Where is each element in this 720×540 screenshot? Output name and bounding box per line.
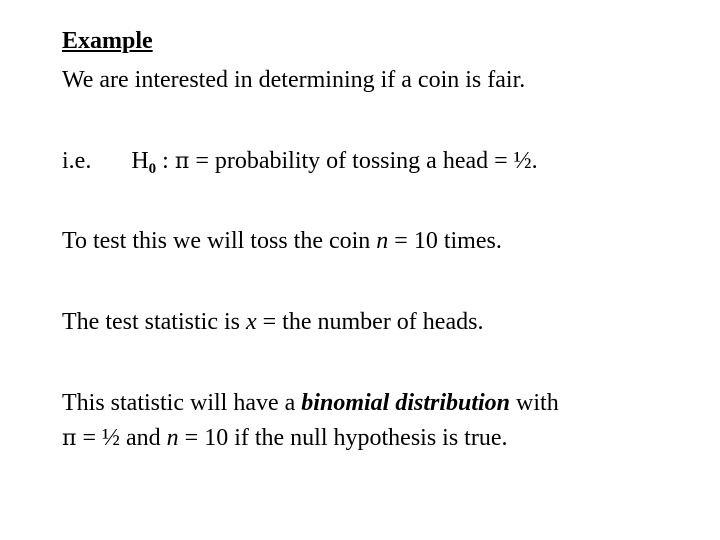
intro-text: We are interested in determining if a coin is fair.	[62, 67, 526, 93]
pi-symbol-2: π	[62, 426, 77, 451]
variable-x: x	[245, 309, 257, 335]
test-text-after: = 10 times.	[388, 228, 502, 254]
dist2-after: = 10 if the null hypothesis is true.	[178, 425, 508, 451]
distribution-line-1	[62, 389, 559, 417]
variable-n: n	[376, 228, 389, 254]
hypothesis-colon: :	[156, 148, 175, 174]
stat-text-before: The test statistic is	[62, 309, 246, 335]
distribution-line-2	[62, 424, 508, 453]
test-statistic-line	[62, 308, 483, 336]
test-description-line	[62, 227, 502, 255]
stat-text-after: = the number of heads.	[256, 309, 484, 335]
test-text-before: To test this we will toss the coin	[62, 228, 377, 254]
example-heading: Example	[62, 28, 153, 54]
hypothesis-statement: = probability of tossing a head = ½.	[189, 148, 538, 174]
null-hypothesis-line	[62, 147, 538, 176]
hypothesis-h: H	[131, 148, 149, 174]
dist-text-before: This statistic will have a	[62, 390, 302, 416]
dist-text-after: with	[510, 390, 559, 416]
pi-symbol: π	[174, 149, 190, 174]
dist2-mid: = ½ and	[76, 425, 167, 451]
ie-label: i.e.	[62, 148, 92, 174]
variable-n-2: n	[166, 425, 179, 451]
hypothesis-subscript: 0	[148, 161, 157, 177]
binomial-distribution-emphasis: binomial distribution	[301, 390, 511, 416]
